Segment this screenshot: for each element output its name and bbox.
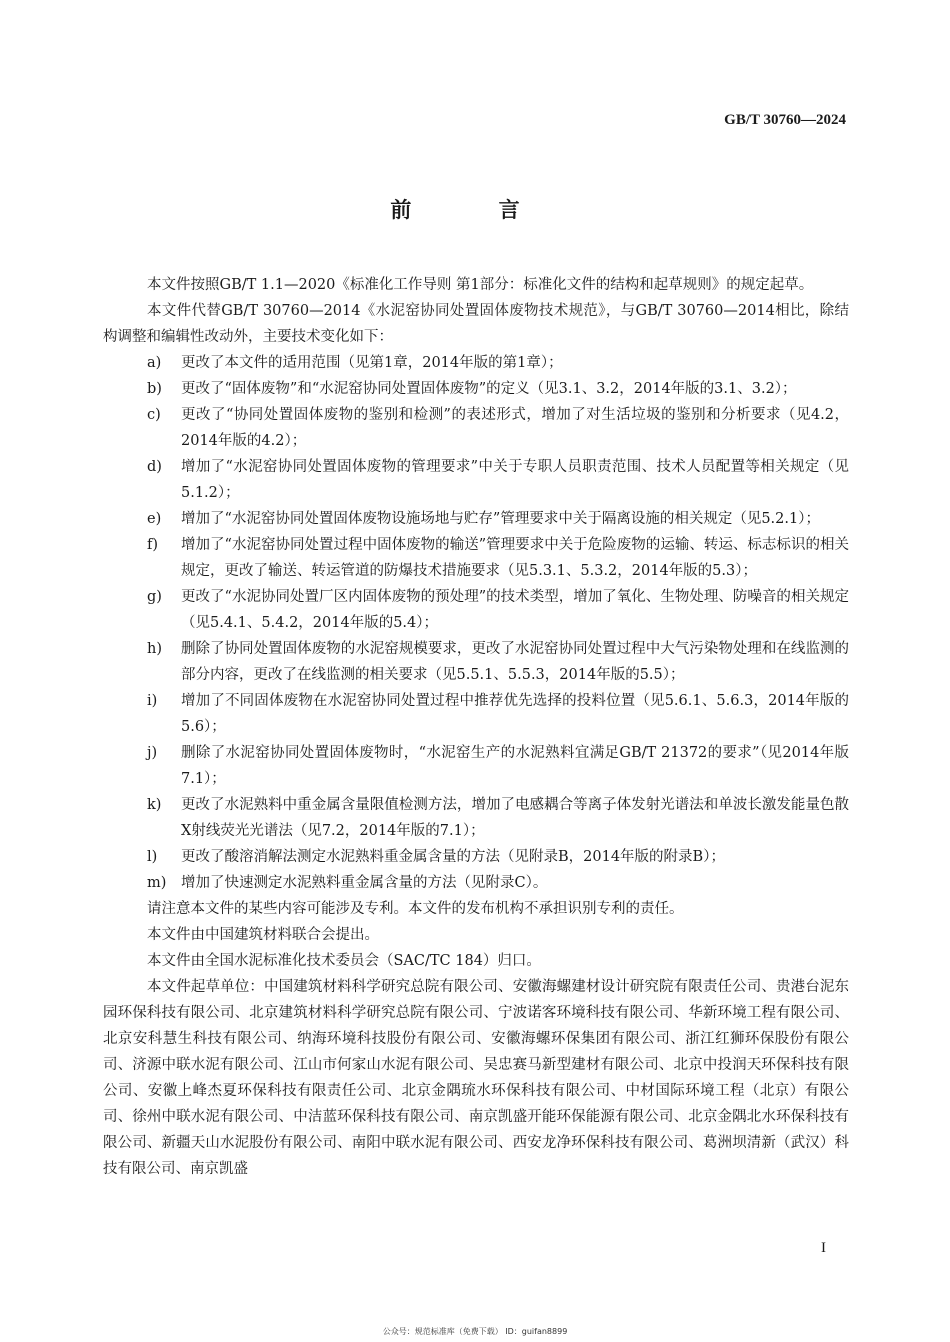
item-label: c) xyxy=(147,407,161,423)
list-item xyxy=(103,454,849,506)
item-text: 增加了快速测定水泥熟料重金属含量的方法（见附录C）。 xyxy=(181,875,548,891)
list-item xyxy=(103,636,849,688)
intro-paragraph: 本文件按照GB/T 1.1—2020《标准化工作导则 第1部分：标准化文件的结构和起草规则》的规定起草。 xyxy=(147,277,814,293)
item-label: d) xyxy=(147,459,162,475)
item-text: 增加了“水泥窑协同处置固体废物设施场地与贮存”管理要求中关于隔离设施的相关规定（见5.2.1）； xyxy=(181,511,820,527)
intro-paragraph: 本文件代替GB/T 30760—2014《水泥窑协同处置固体废物技术规范》，与GB/T 30760—2014相比，除结构调整和编辑性改动外，主要技术变化如下： xyxy=(103,303,849,345)
proposer-statement: 本文件由中国建筑材料联合会提出。 xyxy=(147,927,379,943)
item-label: i) xyxy=(147,693,158,709)
list-item xyxy=(103,740,849,792)
list-item xyxy=(103,402,849,454)
item-label: m) xyxy=(147,875,167,891)
list-item xyxy=(103,532,849,584)
item-label: j) xyxy=(147,745,158,761)
patent-notice: 请注意本文件的某些内容可能涉及专利。本文件的发布机构不承担识别专利的责任。 xyxy=(147,901,684,917)
item-label: f) xyxy=(147,537,159,553)
item-label: a) xyxy=(147,355,162,371)
item-label: h) xyxy=(147,641,162,657)
item-label: e) xyxy=(147,511,162,527)
standard-number: GB/T 30760—2024 xyxy=(724,112,846,128)
item-text: 更改了“协同处置固体废物的鉴别和检测”的表述形式，增加了对生活垃圾的鉴别和分析要求（见4.2，2014年版的4.2）； xyxy=(181,407,849,449)
list-item xyxy=(103,584,849,636)
page-title: 前 言 xyxy=(390,198,560,222)
item-text: 删除了协同处置固体废物的水泥窑规模要求，更改了水泥窑协同处置过程中大气污染物处理和在线监测的部分内容，更改了在线监测的相关要求（见5.5.1、5.5.3，2014年版的5.5）； xyxy=(181,641,849,683)
committee-statement: 本文件由全国水泥标准化技术委员会（SAC/TC 184）归口。 xyxy=(147,953,541,969)
drafting-units: 本文件起草单位：中国建筑材料科学研究总院有限公司、安徽海螺建材设计研究院有限责任公司、贵港台泥东园环保科技有限公司、北京建筑材料科学研究总院有限公司、宁波诺客环境科技有限公司、华新环境工程有限公司、北京安科慧生科技有限公司、纳海环境科技股份有限公司、安徽海螺环保集团有限公司、浙江红狮环保股份有限公司、济源中联水泥有限公司、江山市何家山水泥有限公司、吴忠赛马新型建材有限公司、北京中投润天环保科技有限公司、安徽上峰杰夏环保科技有限责任公司、北京金隅琉水环保科技有限公司、中材国际环境工程（北京）有限公司、徐州中联水泥有限公司、中洁蓝环保科技有限公司、南京凯盛开能环保能源有限公司、北京金隅北水环保科技有限公司、新疆天山水泥股份有限公司、南阳中联水泥有限公司、西安龙净环保科技有限公司、葛洲坝清新（武汉）科技有限公司、南京凯盛 xyxy=(103,979,849,1177)
list-item xyxy=(103,792,849,844)
page-number: I xyxy=(821,1240,826,1256)
item-text: 增加了不同固体废物在水泥窑协同处置过程中推荐优先选择的投料位置（见5.6.1、5.6.3，2014年版的5.6）； xyxy=(181,693,849,735)
list-item xyxy=(103,870,849,896)
item-text: 删除了水泥窑协同处置固体废物时，“水泥窑生产的水泥熟料宜满足GB/T 21372的要求”（见2014年版7.1）； xyxy=(181,745,849,787)
list-item xyxy=(103,688,849,740)
list-item xyxy=(103,844,849,870)
item-label: k) xyxy=(147,797,162,813)
footer-watermark: 公众号：规范标准库（免费下载） ID：guifan8899 xyxy=(382,1327,568,1336)
item-text: 更改了本文件的适用范围（见第1章，2014年版的第1章）； xyxy=(181,355,563,371)
list-item xyxy=(103,350,849,376)
item-text: 更改了水泥熟料中重金属含量限值检测方法，增加了电感耦合等离子体发射光谱法和单波长激发能量色散X射线荧光光谱法（见7.2，2014年版的7.1）； xyxy=(181,797,849,839)
item-label: g) xyxy=(147,589,162,605)
item-text: 更改了“水泥协同处置厂区内固体废物的预处理”的技术类型，增加了氧化、生物处理、防噪音的相关规定（见5.4.1、5.4.2，2014年版的5.4）； xyxy=(181,589,849,631)
foreword-body xyxy=(103,272,849,1182)
item-text: 更改了酸溶消解法测定水泥熟料重金属含量的方法（见附录B，2014年版的附录B）； xyxy=(181,849,725,865)
item-label: b) xyxy=(147,381,162,397)
list-item xyxy=(103,376,849,402)
item-text: 增加了“水泥窑协同处置固体废物的管理要求”中关于专职人员职责范围、技术人员配置等相关规定（见5.1.2）； xyxy=(181,459,849,501)
item-text: 增加了“水泥窑协同处置过程中固体废物的输送”管理要求中关于危险废物的运输、转运、标志标识的相关规定，更改了输送、转运管道的防爆技术措施要求（见5.3.1、5.3.2，2014年版的5.3）； xyxy=(181,537,849,579)
item-text: 更改了“固体废物”和“水泥窑协同处置固体废物”的定义（见3.1、3.2，2014年版的3.1、3.2）； xyxy=(181,381,797,397)
item-label: l) xyxy=(147,849,158,865)
list-item xyxy=(103,506,849,532)
